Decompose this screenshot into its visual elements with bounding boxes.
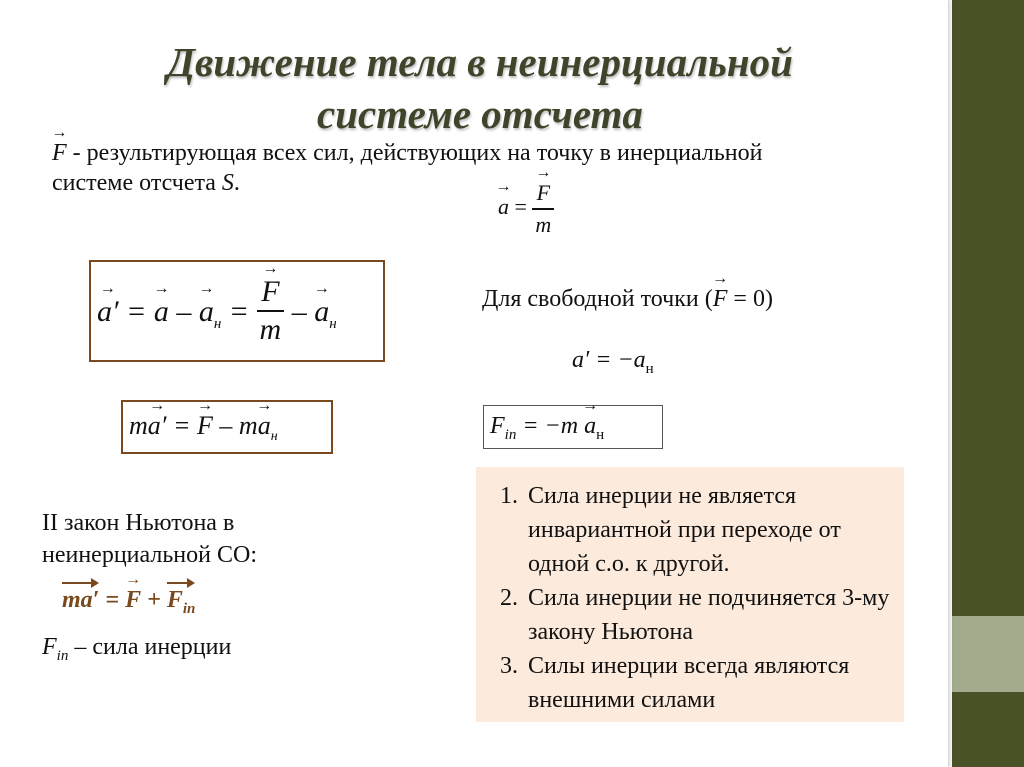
subscript-n: н [270, 429, 278, 445]
subscript-n: н [329, 315, 337, 332]
newton2-label-2: неинерциальной СО: [42, 542, 258, 568]
newton2-formula [62, 585, 195, 624]
force-equation-box [121, 400, 333, 454]
relative-accel-box [89, 260, 385, 362]
properties-panel [476, 467, 904, 722]
list-item: 3. Силы инерции всегда являются внешними силами [524, 649, 894, 717]
relative-accel-formula [97, 275, 337, 348]
force-symbol: → F [197, 411, 213, 441]
fraction-numerator [257, 274, 285, 310]
intro-text-2: системе отсчета [52, 170, 222, 196]
fraction-denominator: m [257, 310, 285, 348]
force-symbol: → F [125, 585, 141, 615]
list-item: 1. Сила инерции не является инвариантной при переходе от одной с.о. к другой. [524, 479, 894, 581]
a-n-vector: → a [314, 294, 329, 330]
a-vector: → a [154, 294, 169, 330]
properties-list [476, 467, 904, 717]
fin-definition [42, 632, 231, 671]
minus-sign: – [291, 294, 307, 328]
fraction [532, 178, 554, 240]
free-point-equation: a′ = −a [572, 347, 646, 373]
a-n-vector: → a [584, 411, 596, 441]
minus-sign: – [219, 411, 233, 440]
force-symbol: F [490, 413, 505, 439]
equals-sign: = [126, 294, 147, 328]
inertia-rhs: = −m [516, 413, 585, 439]
intro-text-1: - результирующая всех сил, действующих на точку в инерциальной [66, 140, 763, 166]
inertia-force-formula [490, 411, 604, 450]
inertia-force-box [483, 405, 663, 449]
accel-symbol: → a [498, 192, 509, 222]
subscript-in: in [182, 600, 196, 617]
free-point-formula [572, 345, 654, 384]
newton-formula [498, 178, 554, 240]
a-n-vector: → a [258, 411, 271, 441]
plus-sign: + [141, 587, 167, 613]
page-title: Движение тела в неинерциальной системе отсчета [167, 39, 793, 137]
equals-sign: = [514, 194, 527, 220]
frame-symbol: S [221, 170, 234, 196]
intro-line-1 [52, 138, 762, 168]
a-n-vector: → a [199, 294, 214, 330]
equals-sign: = [172, 411, 191, 440]
mass-symbol: m [129, 411, 148, 440]
free-point-condition: = 0) [727, 286, 773, 312]
a-prime: → a′ [97, 294, 119, 330]
free-point-label [482, 284, 773, 314]
a-prime: → a′ [148, 411, 167, 441]
subscript-in: in [56, 647, 69, 664]
subscript-n: н [645, 360, 654, 377]
mass-symbol: m [238, 411, 258, 440]
force-symbol: F [166, 587, 183, 613]
fraction-numerator [532, 178, 554, 208]
force-equation [129, 411, 278, 452]
subscript-in: in [504, 426, 517, 443]
intro-line-2 [52, 168, 240, 198]
force-symbol: → F [261, 274, 279, 310]
fraction-denominator: m [532, 208, 554, 240]
force-symbol: → F [52, 138, 67, 168]
fraction [257, 274, 285, 348]
subscript-n: н [213, 315, 222, 332]
subscript-n: н [596, 426, 605, 443]
intro-end: . [233, 170, 240, 196]
list-item: 2. Сила инерции не подчиняется 3-му закону Ньютона [524, 581, 894, 649]
force-symbol: → F [713, 284, 728, 314]
ma-prime: ma′ [62, 587, 100, 613]
fin-definition-text: – сила инерции [68, 634, 232, 660]
force-symbol: → F [537, 178, 550, 208]
minus-sign: – [176, 294, 192, 328]
sidebar-accent [952, 616, 1024, 692]
equals-sign: = [99, 587, 126, 613]
f-in-vector [167, 585, 196, 624]
newton2-label-1: II закон Ньютона в [42, 510, 235, 536]
free-point-text: Для свободной точки ( [482, 286, 713, 312]
equals-sign: = [228, 294, 250, 328]
force-symbol: F [42, 634, 57, 660]
